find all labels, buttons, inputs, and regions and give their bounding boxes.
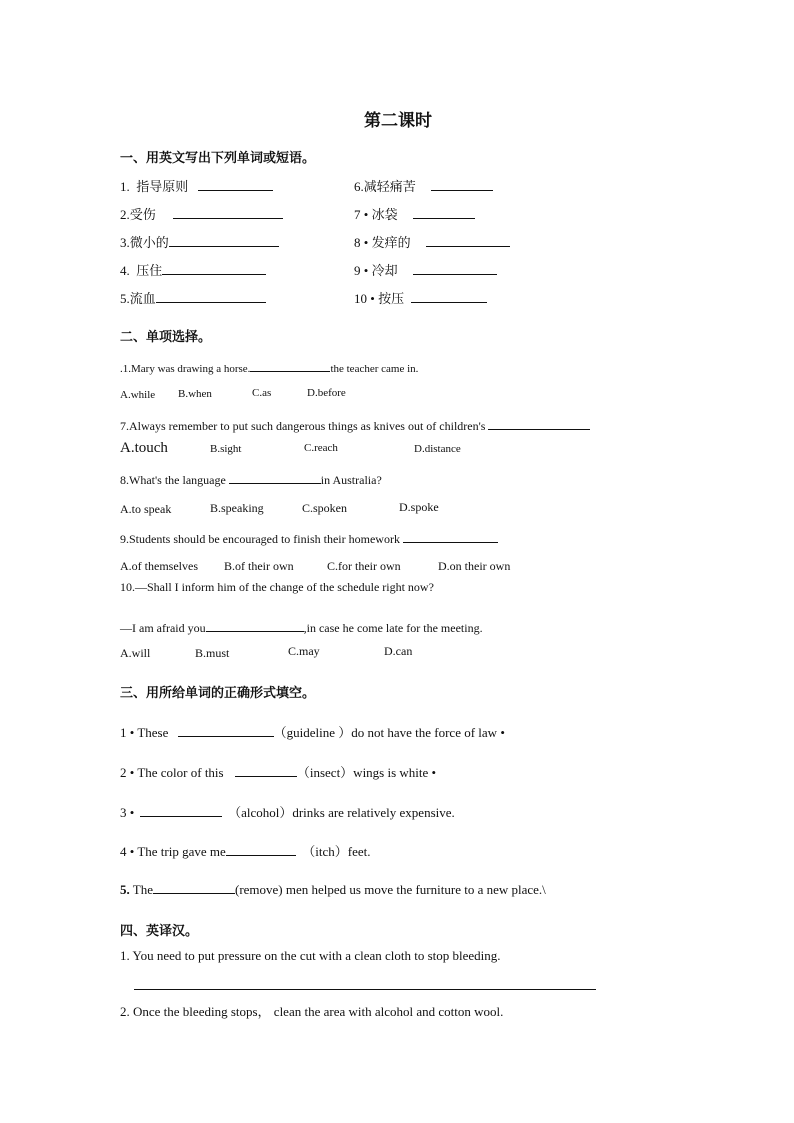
- q10-option-a[interactable]: A.will: [120, 646, 151, 660]
- vocab-item-10: 10 • 按压: [354, 288, 487, 307]
- answer-blank[interactable]: [156, 290, 266, 303]
- q9-option-c[interactable]: C.for their own: [327, 559, 401, 573]
- answer-blank[interactable]: [229, 471, 321, 484]
- q10-option-b[interactable]: B.must: [195, 646, 230, 660]
- q6-option-d[interactable]: D.before: [307, 387, 346, 399]
- answer-line[interactable]: [134, 989, 596, 990]
- vocab-item-3: 3.微小的: [120, 232, 279, 251]
- answer-blank[interactable]: [403, 530, 498, 543]
- answer-blank[interactable]: [206, 619, 304, 632]
- vocab-item-2: 2.受伤: [120, 204, 283, 223]
- answer-blank[interactable]: [413, 206, 475, 219]
- q6-option-c[interactable]: C.as: [252, 387, 272, 399]
- answer-blank[interactable]: [153, 881, 235, 894]
- translate-sentence-2: 2. Once the bleeding stops， clean the area with alcohol and cotton wool.: [120, 1004, 504, 1019]
- answer-blank[interactable]: [411, 290, 487, 303]
- answer-blank[interactable]: [426, 234, 510, 247]
- fill-sentence-5: 5. The (remove) men helped us move the furniture to a new place.\: [120, 882, 546, 897]
- q7-option-b[interactable]: B.sight: [210, 443, 242, 455]
- q8-option-a[interactable]: A.to speak: [120, 502, 172, 516]
- q9-option-b[interactable]: B.of their own: [224, 559, 294, 573]
- fill-sentence-4: 4 • The trip gave me （itch）feet.: [120, 844, 371, 859]
- q8-option-c[interactable]: C.spoken: [302, 501, 347, 515]
- q10-option-c[interactable]: C.may: [288, 644, 320, 658]
- answer-blank[interactable]: [140, 804, 222, 817]
- answer-blank[interactable]: [431, 178, 493, 191]
- q8-option-b[interactable]: B.speaking: [210, 501, 264, 515]
- vocab-item-8: 8 • 发痒的: [354, 232, 510, 251]
- q6-option-b[interactable]: B.when: [178, 388, 212, 400]
- section2-heading: 二、单项选择。: [120, 330, 212, 345]
- translate-sentence-1: 1. You need to put pressure on the cut with a clean cloth to stop bleeding.: [120, 948, 501, 963]
- answer-blank[interactable]: [178, 724, 274, 737]
- q7-option-d[interactable]: D.distance: [414, 443, 461, 455]
- question-10-reply: —I am afraid you ,in case he come late for the meeting.: [120, 621, 483, 635]
- answer-blank[interactable]: [169, 234, 279, 247]
- answer-blank[interactable]: [162, 262, 266, 275]
- answer-blank[interactable]: [173, 206, 283, 219]
- q10-option-d[interactable]: D.can: [384, 644, 413, 658]
- q7-option-c[interactable]: C.reach: [304, 442, 338, 454]
- question-10: 10.—Shall I inform him of the change of the schedule right now?: [120, 580, 434, 594]
- answer-blank[interactable]: [226, 843, 296, 856]
- section3-heading: 三、用所给单词的正确形式填空。: [120, 686, 316, 701]
- question-6: .1.Mary was drawing a horse. the teacher came in.: [120, 363, 419, 375]
- fill-sentence-2: 2 • The color of this （insect）wings is white •: [120, 765, 437, 780]
- q7-option-a[interactable]: A.touch: [120, 440, 168, 456]
- answer-blank[interactable]: [250, 361, 330, 372]
- fill-sentence-1: 1 • These （guideline ）do not have the force of law •: [120, 725, 505, 740]
- answer-blank[interactable]: [198, 178, 273, 191]
- q8-option-d[interactable]: D.spoke: [399, 500, 439, 514]
- q6-option-a[interactable]: A.while: [120, 389, 156, 401]
- q9-option-a[interactable]: A.of themselves: [120, 559, 198, 573]
- vocab-item-7: 7 • 冰袋: [354, 204, 475, 223]
- q9-option-d[interactable]: D.on their own: [438, 559, 511, 573]
- answer-blank[interactable]: [413, 262, 497, 275]
- fill-sentence-3: 3 • （alcohol）drinks are relatively expensive.: [120, 805, 455, 820]
- question-7: 7.Always remember to put such dangerous things as knives out of children's: [120, 417, 590, 434]
- vocab-item-9: 9 • 冷却: [354, 260, 497, 279]
- page-title: 第二课时: [364, 111, 432, 131]
- question-8: 8.What's the language in Australia?: [120, 473, 382, 487]
- section4-heading: 四、英译汉。: [120, 924, 199, 939]
- answer-blank[interactable]: [488, 417, 590, 430]
- answer-blank[interactable]: [235, 764, 297, 777]
- section1-heading: 一、用英文写出下列单词或短语。: [120, 151, 316, 166]
- vocab-item-5: 5.流血: [120, 288, 266, 307]
- question-9: 9.Students should be encouraged to finish their homework: [120, 530, 498, 547]
- vocab-item-1: 1. 指导原则: [120, 176, 273, 195]
- vocab-item-4: 4. 压住: [120, 260, 266, 279]
- vocab-item-6: 6.减轻痛苦: [354, 176, 493, 195]
